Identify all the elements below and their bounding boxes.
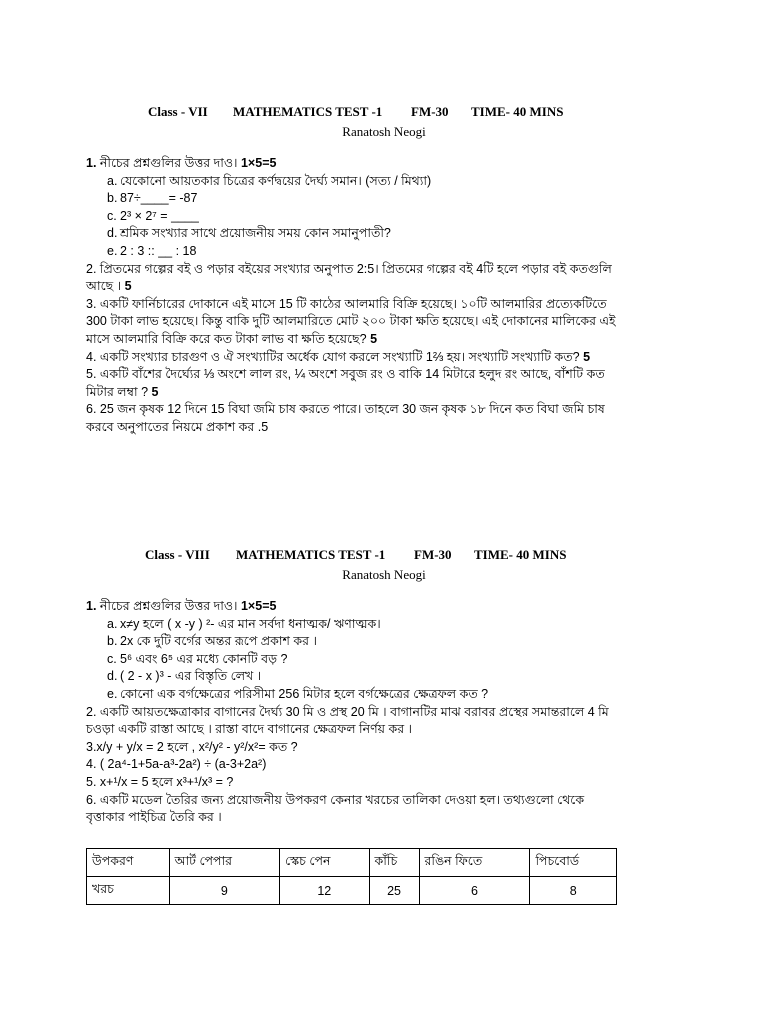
test2-q2: 2. একটি আয়তক্ষেত্রাকার বাগানের দৈর্ঘ্য 30 মি ও প্রস্থ 20 মি । বাগানটির মাঝ বরাবর প্রস্থের সমান্তরালে 4 মি চওড়া একটি রাস্তা আছে । রাস্তা বাদে বাগানের ক্ষেত্রফল নির্ণয় কর । [86, 704, 609, 737]
item-letter: d. [107, 226, 118, 241]
test1-time: TIME- 40 MINS [471, 104, 564, 119]
table-header-cell: আর্ট পেপার [169, 849, 280, 877]
test2-class-label: Class - VIII [145, 547, 210, 562]
test2-subject: MATHEMATICS TEST -1 [236, 547, 386, 562]
test1-q4 [86, 349, 626, 367]
test1-q1-item [86, 190, 626, 208]
item-text: যেকোনো আয়তকার চিত্রের কর্ণদ্বয়ের দৈর্ঘ্য সমান। (সত্য / মিথ্যা) [120, 173, 432, 188]
item-text: ( 2 - x )³ - এর বিস্তৃতি লেখ । [120, 669, 262, 684]
test1-q1-item [86, 243, 626, 261]
item-letter: b. [107, 191, 118, 206]
table-header-cell: পিচবোর্ড [530, 849, 617, 877]
table-row-label: খরচ [87, 877, 170, 905]
item-text: 87÷____= -87 [120, 191, 198, 206]
test1-q1-number: 1. [86, 156, 97, 170]
test2-q1-subquestions [86, 616, 626, 704]
table-header-cell: উপকরণ [87, 849, 170, 877]
question-marks: 5 [124, 279, 132, 294]
table-header-cell: স্কেচ পেন [280, 849, 369, 877]
table-cell: 25 [369, 877, 419, 905]
item-letter: c. [107, 651, 117, 666]
table-header-cell: কাঁচি [369, 849, 419, 877]
test2-q3: 3.x/y + y/x = 2 হলে , x²/y² - y²/x²= কত ? [86, 739, 298, 754]
test1-q1-text: নীচের প্রশ্নগুলির উত্তর দাও। [99, 156, 238, 170]
table-cell: 6 [419, 877, 530, 905]
test1-q3 [86, 296, 626, 349]
question-marks: 5 [151, 384, 159, 399]
item-letter: b. [107, 634, 118, 649]
test2-q6: 6. একটি মডেল তৈরির জন্য প্রয়োজনীয় উপকরণ কেনার খরচের তালিকা দেওয়া হল। তথ্যগুলো থেকে বৃত্তাকার পাইচিত্র তৈরি কর । [86, 792, 585, 825]
item-text: কোনো এক বর্গক্ষেত্রের পরিসীমা 256 মিটার হলে বর্গক্ষেত্রের ক্ষেত্রফল কত ? [120, 686, 489, 701]
cost-table [86, 848, 617, 905]
test2-q5: 5. x+¹/x = 5 হলে x³+¹/x³ = ? [86, 774, 234, 789]
test1-q6: 6. 25 জন কৃষক 12 দিনে 15 বিঘা জমি চাষ করতে পারে। তাহলে 30 জন কৃষক ১৮ দিনে কত বিঘা জমি চাষ করবে অনুপাতের নিয়মে প্রকাশ কর .5 [86, 402, 605, 434]
item-letter: e. [107, 686, 118, 701]
table-cell: 8 [530, 877, 617, 905]
test1-q1-item [86, 173, 626, 191]
test2-q4: 4. ( 2a⁴-1+5a-a³-2a²) ÷ (a-3+2a²) [86, 757, 267, 772]
test2-q1-text: নীচের প্রশ্নগুলির উত্তর দাও। [99, 599, 238, 613]
test1-q1-subquestions [86, 173, 626, 261]
test1-full-marks: FM-30 [411, 104, 449, 119]
table-header-cell: রঙিন ফিতে [419, 849, 530, 877]
test2-q1-item [86, 686, 626, 704]
test2-q1-marks: 1×5=5 [240, 599, 277, 613]
item-text: 2x কে দুটি বর্গের অন্তর রূপে প্রকাশ কর । [120, 634, 317, 649]
table-row [87, 877, 617, 905]
test1-header [0, 104, 768, 140]
item-letter: a. [107, 173, 118, 188]
question-marks: 5 [370, 331, 378, 346]
test2-q1-item [86, 651, 626, 669]
item-text: x≠y হলে ( x -y ) ²- এর মান সর্বদা ধনাত্মক/ ঋণাত্মক। [120, 616, 381, 631]
item-text: 2 : 3 :: __ : 18 [120, 243, 197, 258]
test1-subject: MATHEMATICS TEST -1 [233, 104, 383, 119]
test2-author: Ranatosh Neogi [342, 567, 426, 582]
test2-time: TIME- 40 MINS [474, 547, 567, 562]
question-text: 5. একটি বাঁশের দৈর্ঘ্যের ⅓ অংশে লাল রং, ¼ অংশে সবুজ রং ও বাকি 14 মিটারে হলুদ রং আছে, বাঁশটি কত মিটার লম্বা ? [86, 367, 605, 399]
test2-q1-item [86, 616, 626, 634]
item-letter: d. [107, 669, 118, 684]
test1-class-label: Class - VII [148, 104, 208, 119]
test2-q1-item [86, 668, 626, 686]
test1-q5 [86, 366, 626, 401]
test2-q1-number: 1. [86, 599, 97, 613]
question-text: 4. একটি সংখ্যার চারগুণ ও ঐ সংখ্যাটির অর্ধেক যোগ করলে সংখ্যাটি 1⅔ হয়। সংখ্যাটি সংখ্যাটি কত? [86, 349, 580, 364]
question-text: 3. একটি ফার্নিচারের দোকানে এই মাসে 15 টি কাঠের আলমারি বিক্রি হয়েছে। ১০টি আলমারির প্রত্যেকটিতে 300 টাকা লাভ হয়েছে। কিন্তু বাকি দুটি আলমারিতে মোট ২০০ টাকা ক্ষতি হয়েছে। এই দোকানের মালিকের এই মাসে আলমারি বিক্রি করে কত টাকা লাভ বা ক্ষতি হয়েছে? [86, 296, 616, 346]
test2-questions [86, 598, 626, 827]
table-header-row [87, 849, 617, 877]
test2-q1-item [86, 633, 626, 651]
test1-q1-item [86, 208, 626, 226]
test1-q1-heading [86, 155, 626, 173]
item-letter: c. [107, 208, 117, 223]
item-letter: e. [107, 243, 118, 258]
test2-header [0, 547, 768, 583]
question-text: 2. প্রিতমের গল্পের বই ও পড়ার বইয়ের সংখ্যার অনুপাত 2:5। প্রিতমের গল্পের বই 4টি হলে পড়ার বই কতগুলি আছে । [86, 261, 612, 294]
test1-q1-item [86, 225, 626, 243]
test2-full-marks: FM-30 [414, 547, 452, 562]
item-text: 2³ × 2⁷ = ____ [120, 208, 199, 223]
item-letter: a. [107, 616, 118, 631]
test1-author: Ranatosh Neogi [342, 124, 426, 139]
test1-questions [86, 155, 626, 437]
table-cell: 9 [169, 877, 280, 905]
table-cell: 12 [280, 877, 369, 905]
item-text: 5⁶ এবং 6⁵ এর মধ্যে কোনটি বড় ? [120, 651, 288, 666]
item-text: শ্রমিক সংখ্যার সাথে প্রয়োজনীয় সময় কোন সমানুপাতী? [120, 226, 391, 241]
test1-q2 [86, 261, 626, 296]
test1-q1-marks: 1×5=5 [240, 156, 277, 170]
question-marks: 5 [583, 349, 591, 364]
test2-q1-heading [86, 598, 626, 616]
